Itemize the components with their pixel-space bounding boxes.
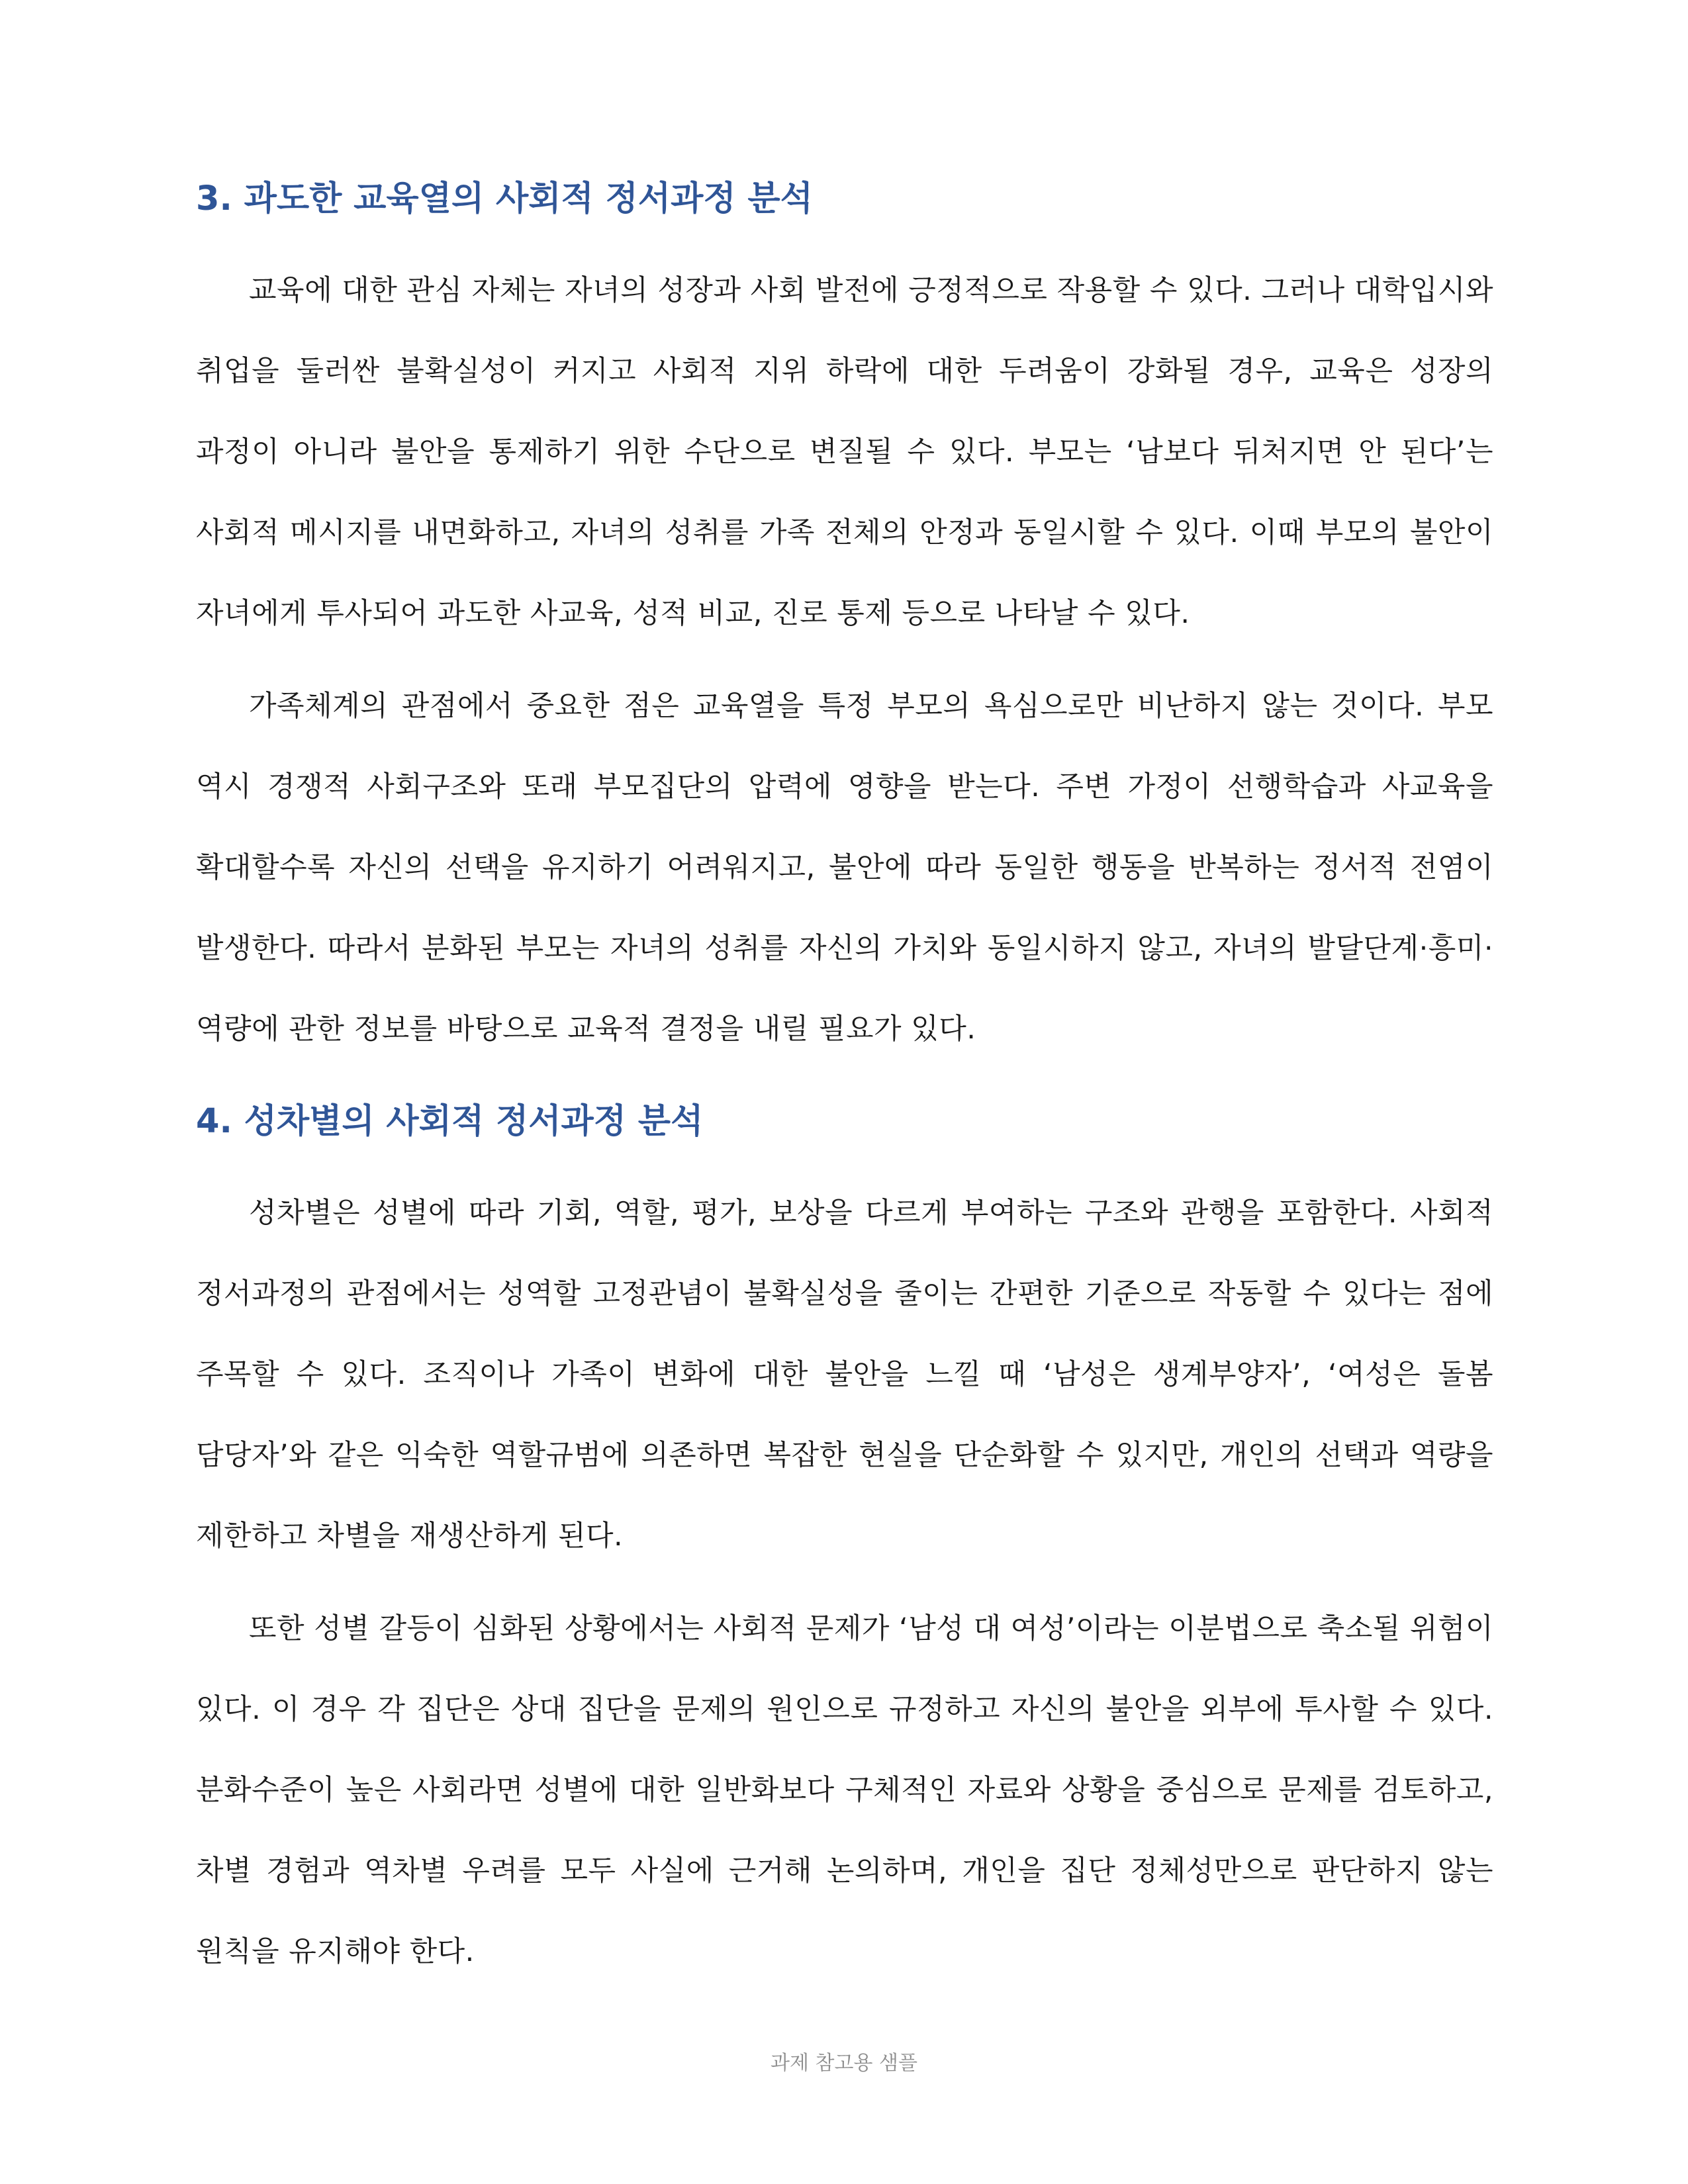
section-heading-3: 3. 과도한 교육열의 사회적 정서과정 분석 <box>196 179 813 218</box>
section-4-paragraph-1: 성차별은 성별에 따라 기회, 역할, 평가, 보상을 다르게 부여하는 구조와 관행을 포함한다. 사회적 정서과정의 관점에서는 성역할 고정관념이 불확실성을 줄이는 간편한 기준으로 작동할 수 있다는 점에 주목할 수 있다. 조직이나 가족이 변화에 대한 불안을 느낄 때 ‘남성은 생계부양자’, ‘여성은 돌봄 담당자’와 같은 익숙한 역할규범에 의존하면 복잡한 현실을 단순화할 수 있지만, 개인의 선택과 역량을 제한하고 차별을 재생산하게 된다. <box>196 1197 1493 1553</box>
section-4-paragraph-2: 또한 성별 갈등이 심화된 상황에서는 사회적 문제가 ‘남성 대 여성’이라는 이분법으로 축소될 위험이 있다. 이 경우 각 집단은 상대 집단을 문제의 원인으로 규정하고 자신의 불안을 외부에 투사할 수 있다. 분화수준이 높은 사회라면 성별에 대한 일반화보다 구체적인 자료와 상황을 중심으로 문제를 검토하고, 차별 경험과 역차별 우려를 모두 사실에 근거해 논의하며, 개인을 집단 정체성만으로 판단하지 않는 원칙을 유지해야 한다. <box>196 1612 1493 1968</box>
page-footer: 과제 참고용 샘플 <box>771 2052 917 2075</box>
document-body <box>196 171 1493 1992</box>
section-3-paragraph-1: 교육에 대한 관심 자체는 자녀의 성장과 사회 발전에 긍정적으로 작용할 수 있다. 그러나 대학입시와 취업을 둘러싼 불확실성이 커지고 사회적 지위 하락에 대한 두려움이 강화될 경우, 교육은 성장의 과정이 아니라 불안을 통제하기 위한 수단으로 변질될 수 있다. 부모는 ‘남보다 뒤처지면 안 된다’는 사회적 메시지를 내면화하고, 자녀의 성취를 가족 전체의 안정과 동일시할 수 있다. 이때 부모의 불안이 자녀에게 투사되어 과도한 사교육, 성적 비교, 진로 통제 등으로 나타날 수 있다. <box>196 274 1493 630</box>
section-3-paragraph-2: 가족체계의 관점에서 중요한 점은 교육열을 특정 부모의 욕심으로만 비난하지 않는 것이다. 부모 역시 경쟁적 사회구조와 또래 부모집단의 압력에 영향을 받는다. 주변 가정이 선행학습과 사교육을 확대할수록 자신의 선택을 유지하기 어려워지고, 불안에 따라 동일한 행동을 반복하는 정서적 전염이 발생한다. 따라서 분화된 부모는 자녀의 성취를 자신의 가치와 동일시하지 않고, 자녀의 발달단계·흥미·역량에 관한 정보를 바탕으로 교육적 결정을 내릴 필요가 있다. <box>196 690 1493 1046</box>
section-heading-4: 4. 성차별의 사회적 정서과정 분석 <box>196 1102 704 1141</box>
